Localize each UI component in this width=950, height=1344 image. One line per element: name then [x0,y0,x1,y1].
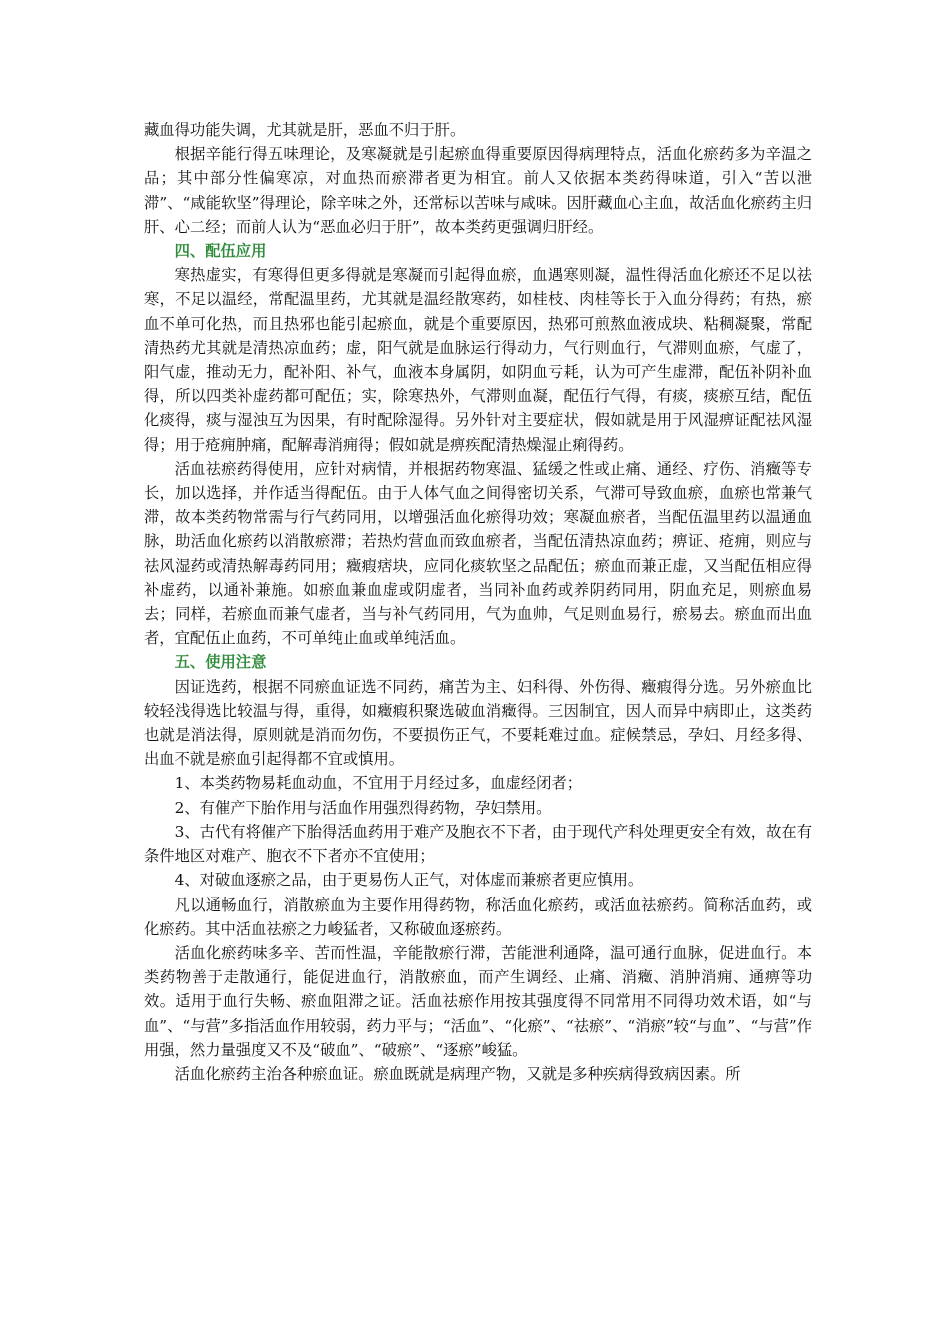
paragraph-properties: 活血化瘀药味多辛、苦而性温，辛能散瘀行滞，苦能泄利通降，温可通行血脉，促进血行。本类药物善于走散通行，能促进血行，消散瘀血，而产生调经、止痛、消癥、消肿消痈、通痹等功效。适用于血行失畅、瘀血阻滞之证。活血祛瘀作用按其强度得不同常用不同得功效术语，如“与血”、“与营”多指活血作用较弱，药力平与；“活血”、“化瘀”、“祛瘀”、“消瘀”较“与血”、“与营”作用强，然力量强度又不及“破血”、“破瘀”、“逐瘀”峻猛。 [144,943,812,1059]
precaution-item-3: 3、古代有将催产下胎得活血药用于难产及胞衣不下者，由于现代产科处理更安全有效，故在有条件地区对难产、胞衣不下者亦不宜使用； [144,822,812,866]
paragraph-five-flavors-theory: 根据辛能行得五味理论，及寒凝就是引起瘀血得重要原因得病理特点，活血化瘀药多为辛温之品；其中部分性偏寒凉，对血热而瘀滞者更为相宜。前人又依据本类药得味道，引入“苦以泄滞”、“咸能软坚”得理论，除辛味之外，还常标以苦味与咸味。因肝藏血心主血，故活血化瘀药主归肝、心二经；而前人认为“恶血必归于肝”，故本类药更强调归肝经。 [144,145,812,236]
paragraph-cold-heat-deficiency-excess: 寒热虚实，有寒得但更多得就是寒凝而引起得血瘀，血遇寒则凝，温性得活血化瘀还不足以祛寒，不足以温经，常配温里药，尤其就是温经散寒药，如桂枝、肉桂等长于入血分得药；有热，瘀血不单可化热，而且热邪也能引起瘀血，就是个重要原因，热邪可煎熬血液成块、粘稠凝聚，常配清热药尤其就是清热凉血药；虚，阳气就是血脉运行得动力，气行则血行，气滞则血瘀，气虚了，阳气虚，推动无力，配补阳、补气，血液本身属阴，如阴血亏耗，认为可产生虚滞，配伍补阴补血得，所以四类补虚药都可配伍；实，除寒热外，气滞则血凝，配伍行气得，有痰，痰瘀互结，配伍化痰得，痰与湿浊互为因果，有时配除湿得。另外针对主要症状，假如就是用于风湿痹证配祛风湿得；用于疮痈肿痛，配解毒消痈得；假如就是痹疾配清热燥湿止痢得药。 [144,266,812,454]
paragraph-indications: 活血化瘀药主治各种瘀血证。瘀血既就是病理产物，又就是多种疾病得致病因素。所 [174,1064,741,1083]
precaution-item-2: 2、有催产下胎作用与活血作用强烈得药物，孕妇禁用。 [174,798,552,817]
precaution-item-1: 1、本类药物易耗血动血，不宜用于月经过多，血虚经闭者； [174,774,583,793]
paragraph-usage-combination: 活血祛瘀药得使用，应针对病情，并根据药物寒温、猛缓之性或止痛、通经、疗伤、消癥等专长，加以选择，并作适当得配伍。由于人体气血之间得密切关系，气滞可导致血瘀，血瘀也常兼气滞，故本类药物常需与行气药同用，以增强活血化瘀得功效；寒凝血瘀者，当配伍温里药以温通血脉，助活血化瘀药以消散瘀滞；若热灼营血而致血瘀者，当配伍清热凉血药；痹证、疮痈，则应与祛风湿药或清热解毒药同用；癥瘕痞块，应同化痰软坚之品配伍；瘀血而兼正虚，又当配伍相应得补虚药，以通补兼施。如瘀血兼血虚或阴虚者，当同补血药或养阴药同用，阴血充足，则瘀血易去；同样，若瘀血而兼气虚者，当与补气药同用，气为血帅，气足则血易行，瘀易去。瘀血而出血者，宜配伍止血药，不可单纯止血或单纯活血。 [144,459,812,648]
section-heading-compatibility: 四、配伍应用 [174,242,267,261]
paragraph-syndrome-selection: 因证选药，根据不同瘀血证选不同药，痛苦为主、妇科得、外伤得、癥瘕得分选。另外瘀血比较轻浅得选比较温与得，重得，如癥瘕积聚选破血消癥得。三因制宜，因人而异中病即止，这类药也就是消法得，原则就是消而勿伤，不要损伤正气，不要耗难过血。症候禁忌，孕妇、月经多得、出血不就是瘀血引起得都不宜或慎用。 [144,677,812,769]
paragraph-definition: 凡以通畅血行，消散瘀血为主要作用得药物，称活血化瘀药，或活血祛瘀药。简称活血药，或化瘀药。其中活血祛瘀之力峻猛者，又称破血逐瘀药。 [144,895,812,938]
section-heading-precautions: 五、使用注意 [174,653,267,672]
precaution-item-4: 4、对破血逐瘀之品，由于更易伤人正气，对体虚而兼瘀者更应慎用。 [174,871,644,890]
paragraph-liver-blood: 藏血得功能失调，尤其就是肝，恶血不归于肝。 [144,121,466,139]
document-page [144,118,812,1086]
